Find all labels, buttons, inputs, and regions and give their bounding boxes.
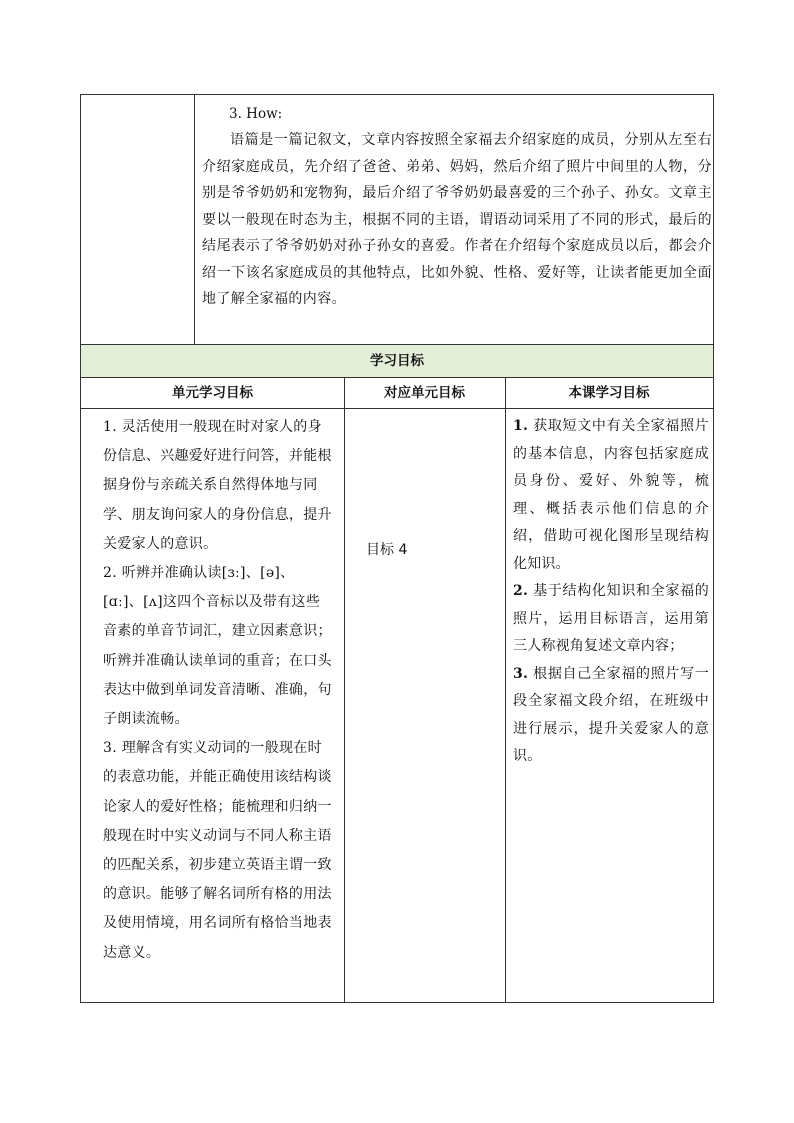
- lesson-goal-number: 2.: [513, 583, 529, 599]
- lesson-goal-text: 基于结构化知识和全家福的照片，运用目标语言，运用第三人称视角复述文章内容；: [513, 583, 709, 654]
- lesson-goal-number: 3.: [513, 665, 529, 682]
- column-header-corresponding: 对应单元目标: [344, 378, 506, 409]
- unit-goal-item: 1. 灵活使用一般现在时对家人的身份信息、兴趣爱好进行问答，并能根据身份与亲疏关系自然得体地与同学、朋友询问家人的身份信息，提升关爱家人的意识。: [103, 419, 332, 552]
- lesson-goals-cell: [505, 409, 714, 1003]
- lesson-goal-item: [513, 578, 709, 661]
- row-content-cell: [202, 101, 712, 313]
- corresponding-goal: 目标 4: [366, 542, 408, 558]
- lesson-goal-text: 获取短文中有关全家福照片的基本信息，内容包括家庭成员身份、爱好、外貌等，梳理、概括表示他们信息的介绍，借助可视化图形呈现结构化知识。: [513, 418, 709, 572]
- row-label-cell: [81, 95, 195, 344]
- analysis-table-row: [80, 94, 714, 345]
- unit-goals-cell: [80, 409, 345, 1003]
- lesson-goal-item: [513, 413, 709, 578]
- how-heading: 3. How:: [229, 106, 283, 122]
- text-analysis-paragraph: 语篇是一篇记叙文，文章内容按照全家福去介绍家庭的成员，分别从左至右介绍家庭成员，先介绍了爸爸、弟弟、妈妈，然后介绍了照片中间里的人物，分别是爷爷奶奶和宠物狗，最后介绍了爷爷奶奶最喜爱的三个孙子、孙女。文章主要以一般现在时态为主，根据不同的主语，谓语动词采用了不同的形式，最后的结尾表示了爷爷奶奶对孙子孙女的喜爱。作者在介绍每个家庭成员以后，都会介绍一下该名家庭成员的其他特点，比如外貌、性格、爱好等，让读者能更加全面地了解全家福的内容。: [202, 132, 712, 307]
- column-header-lesson-goals: 本课学习目标: [505, 378, 714, 409]
- objectives-header: 学习目标: [80, 345, 714, 378]
- column-header-unit-goals: 单元学习目标: [80, 378, 345, 409]
- unit-goal-item: 3. 理解含有实义动词的一般现在时的表意功能，并能正确使用该结构谈论家人的爱好性格；能梳理和归纳一般现在时中实义动词与不同人称主语的匹配关系，初步建立英语主谓一致的意识。能够了解名词所有格的用法及使用情境，用名词所有格恰当地表达意义。: [103, 740, 332, 961]
- unit-goal-item: 2. 听辨并准确认读[ɜː]、[ə]、[ɑː]、[ʌ]这四个音标以及带有这些音素的单音节词汇，建立因素意识；听辨并准确认读单词的重音；在口头表达中做到单词发音清晰、准确，句子朗读流畅。: [103, 565, 332, 728]
- lesson-goal-number: 1.: [513, 418, 529, 434]
- corresponding-goal-cell: [344, 409, 506, 1003]
- lesson-goal-text: 根据自己全家福的照片写一段全家福文段介绍，在班级中进行展示，提升关爱家人的意识。: [513, 665, 709, 764]
- lesson-goal-item: [513, 661, 709, 771]
